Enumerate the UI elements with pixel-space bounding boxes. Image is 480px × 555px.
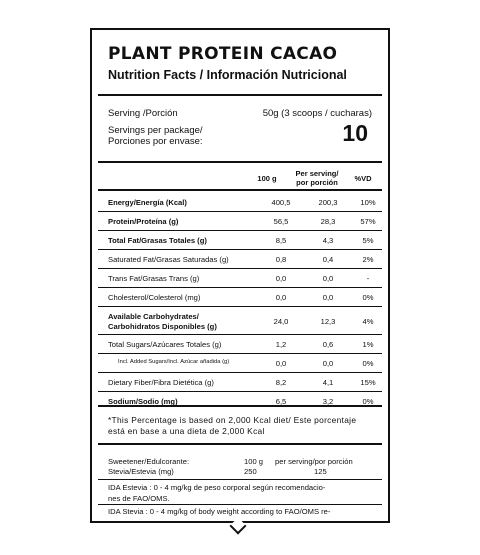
divider [98,161,382,163]
nutrient-label: Cholesterol/Colesterol (mg) [108,293,201,302]
servings-per-package-value: 10 [342,120,368,146]
per-serving-value: 0,4 [322,255,334,264]
nutrient-label: Energy/Energía (Kcal) [108,198,187,207]
nutrition-label-panel [90,28,390,523]
daily-value-percent: 0% [362,293,374,302]
ida-english: IDA Stevia : 0 - 4 mg/kg of body weight according to FAO/OMS re- [108,507,331,516]
row-divider [98,334,382,335]
nutrient-label: Sodium/Sodio (mg) [108,397,178,406]
servings-per-package-label-es: Porciones por envase: [108,136,203,147]
daily-value-percent: - [366,274,370,283]
col-header-per-serving: Per serving/ por porción [295,169,339,187]
sweetener-label: Sweetener/Edulcorante: [108,457,190,466]
row-divider [98,268,382,269]
daily-value-percent: 0% [362,359,374,368]
per-serving-value: 200,3 [318,198,338,207]
per-100g-value: 8,2 [275,378,287,387]
per-100g-value: 56,5 [273,217,289,226]
servings-per-package-row [108,125,372,147]
row-divider [98,353,382,354]
row-divider [98,372,382,373]
sweetener-col-100g: 100 g [244,457,264,466]
divider [98,405,382,407]
row-divider [98,230,382,231]
per-100g-value: 0,0 [275,274,287,283]
stevia-label: Stevia/Estevia (mg) [108,467,174,476]
per-serving-value: 0,0 [322,359,334,368]
per-serving-value: 0,6 [322,340,334,349]
col-header-100g: 100 g [257,174,277,183]
per-100g-value: 6,5 [275,397,287,406]
serving-value: 50g (3 scoops / cucharas) [262,108,372,119]
ida-spanish: IDA Estevia : 0 - 4 mg/kg de peso corporal según recomendacio- nes de FAO/OMS. [108,483,326,503]
row-divider [98,287,382,288]
divider [98,443,382,445]
stevia-value-serving: 125 [314,467,327,476]
per-100g-value: 8,5 [275,236,287,245]
divider [98,189,382,191]
daily-value-percent: 1% [362,340,374,349]
nutrient-label: Trans Fat/Grasas Trans (g) [108,274,200,283]
vd-footnote: *This Percentage is based on 2,000 Kcal diet/ Este porcentaje está en base a una dieta de 2,000 Kcal [108,415,357,436]
per-100g-value: 0,0 [275,293,287,302]
daily-value-percent: 57% [360,217,376,226]
per-100g-value: 0,0 [275,359,287,368]
per-serving-value: 0,0 [322,293,334,302]
daily-value-percent: 4% [362,317,374,326]
nutrient-label: Available Carbohydrates/ Carbohidratos Disponibles (g) [108,312,217,331]
per-100g-value: 24,0 [273,317,289,326]
stevia-value-100g: 250 [244,467,257,476]
servings-per-package-label-en: Servings per package/ [108,125,203,136]
per-100g-value: 0,8 [275,255,287,264]
per-serving-value: 28,3 [320,217,336,226]
nutrient-label: Dietary Fiber/Fibra Dietética (g) [108,378,214,387]
per-serving-value: 3,2 [322,397,334,406]
row-divider [98,391,382,392]
per-serving-value: 4,1 [322,378,334,387]
nutrient-label: Saturated Fat/Grasas Saturadas (g) [108,255,229,264]
row-divider [98,249,382,250]
daily-value-percent: 0% [362,397,374,406]
divider [98,479,382,480]
daily-value-percent: 5% [362,236,374,245]
row-divider [98,211,382,212]
nutrient-label: Total Fat/Grasas Totales (g) [108,236,207,245]
nutrient-label: Protein/Proteína (g) [108,217,179,226]
per-serving-value: 12,3 [320,317,336,326]
per-serving-value: 4,3 [322,236,334,245]
daily-value-percent: 10% [360,198,376,207]
row-divider [98,306,382,307]
per-100g-value: 400,5 [271,198,291,207]
divider [98,94,382,96]
serving-size-row [108,108,372,119]
product-title: PLANT PROTEIN CACAO [108,44,338,64]
divider [98,504,382,505]
sweetener-col-serving: per serving/por porción [275,457,353,466]
nutrient-label: Incl. Added Sugars/Incl. Azúcar añadida (g) [118,359,230,365]
serving-label: Serving /Porción [108,108,178,119]
per-100g-value: 1,2 [275,340,287,349]
nutrient-label: Total Sugars/Azúcares Totales (g) [108,340,222,349]
col-header-vd: %VD [354,174,372,183]
daily-value-percent: 2% [362,255,374,264]
label-subtitle: Nutrition Facts / Información Nutricional [108,68,347,82]
daily-value-percent: 15% [360,378,376,387]
per-serving-value: 0,0 [322,274,334,283]
